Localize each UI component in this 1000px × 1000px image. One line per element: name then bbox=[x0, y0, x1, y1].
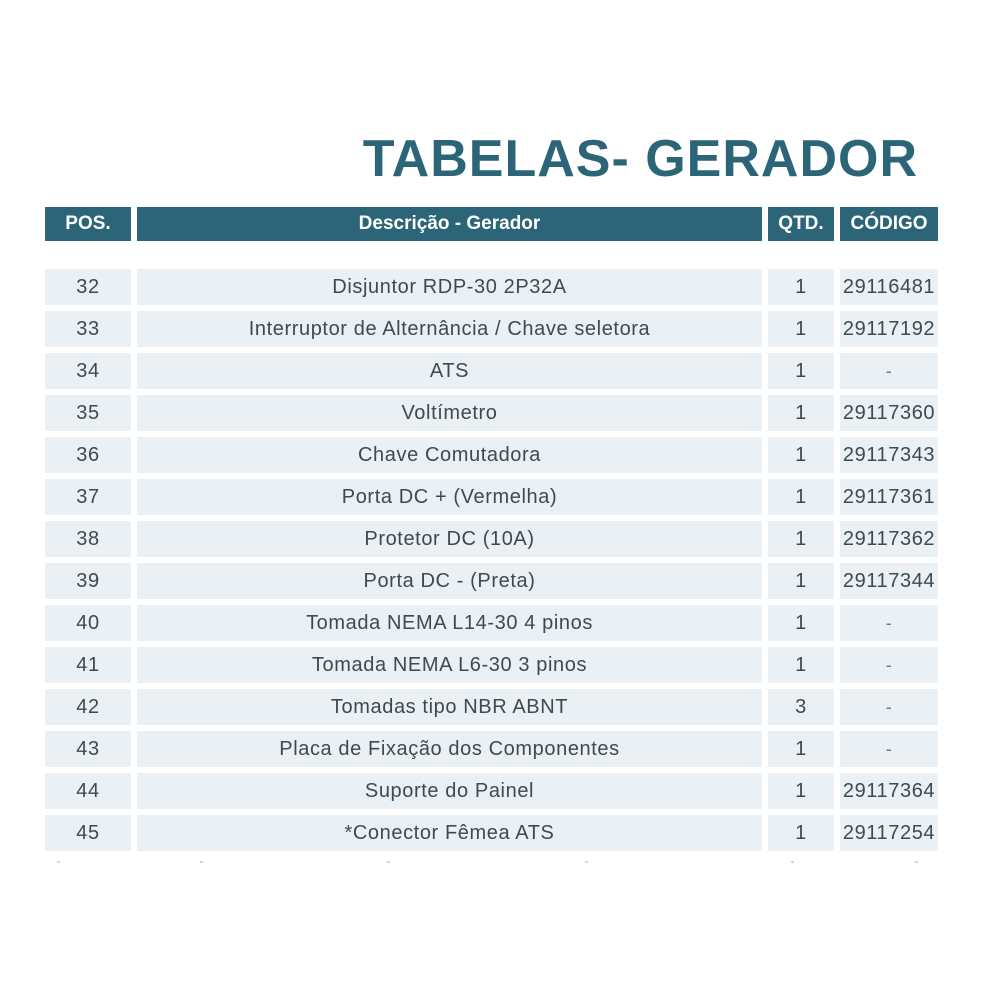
table-row bbox=[45, 815, 938, 851]
cell-description: Tomadas tipo NBR ABNT bbox=[137, 689, 762, 725]
cell-pos: 35 bbox=[45, 395, 131, 431]
cell-description: Disjuntor RDP-30 2P32A bbox=[137, 269, 762, 305]
cell-qtd: 1 bbox=[768, 311, 834, 347]
cell-pos: 40 bbox=[45, 605, 131, 641]
table-row bbox=[45, 479, 938, 515]
cell-code: - bbox=[840, 731, 938, 767]
cell-qtd: 1 bbox=[768, 437, 834, 473]
table-row bbox=[45, 563, 938, 599]
cell-code: 29117360 bbox=[840, 395, 938, 431]
header-pos: POS. bbox=[45, 207, 131, 241]
footer-divider bbox=[45, 861, 938, 864]
table-row bbox=[45, 605, 938, 641]
cell-qtd: 1 bbox=[768, 269, 834, 305]
cell-description: Tomada NEMA L6-30 3 pinos bbox=[137, 647, 762, 683]
table-row bbox=[45, 269, 938, 305]
cell-code: 29117362 bbox=[840, 521, 938, 557]
cell-description: Protetor DC (10A) bbox=[137, 521, 762, 557]
table-body bbox=[45, 269, 938, 857]
cell-qtd: 1 bbox=[768, 395, 834, 431]
cell-description: Suporte do Painel bbox=[137, 773, 762, 809]
table-row bbox=[45, 311, 938, 347]
header-description: Descrição - Gerador bbox=[137, 207, 762, 241]
table-row bbox=[45, 353, 938, 389]
cell-qtd: 3 bbox=[768, 689, 834, 725]
cell-qtd: 1 bbox=[768, 521, 834, 557]
cell-description: Chave Comutadora bbox=[137, 437, 762, 473]
header-code: CÓDIGO bbox=[840, 207, 938, 241]
cell-qtd: 1 bbox=[768, 563, 834, 599]
cell-qtd: 1 bbox=[768, 353, 834, 389]
table-row bbox=[45, 689, 938, 725]
cell-description: Porta DC - (Preta) bbox=[137, 563, 762, 599]
table-row bbox=[45, 773, 938, 809]
cell-qtd: 1 bbox=[768, 479, 834, 515]
cell-description: Porta DC + (Vermelha) bbox=[137, 479, 762, 515]
cell-description: Interruptor de Alternância / Chave seletora bbox=[137, 311, 762, 347]
cell-pos: 41 bbox=[45, 647, 131, 683]
cell-code: - bbox=[840, 647, 938, 683]
cell-code: 29117343 bbox=[840, 437, 938, 473]
cell-qtd: 1 bbox=[768, 647, 834, 683]
cell-pos: 33 bbox=[45, 311, 131, 347]
cell-pos: 38 bbox=[45, 521, 131, 557]
cell-description: ATS bbox=[137, 353, 762, 389]
cell-code: - bbox=[840, 605, 938, 641]
cell-code: 29117254 bbox=[840, 815, 938, 851]
table-row bbox=[45, 647, 938, 683]
cell-pos: 34 bbox=[45, 353, 131, 389]
cell-pos: 37 bbox=[45, 479, 131, 515]
cell-qtd: 1 bbox=[768, 605, 834, 641]
cell-pos: 36 bbox=[45, 437, 131, 473]
cell-description: *Conector Fêmea ATS bbox=[137, 815, 762, 851]
cell-pos: 45 bbox=[45, 815, 131, 851]
cell-pos: 44 bbox=[45, 773, 131, 809]
cell-code: 29117344 bbox=[840, 563, 938, 599]
table-header bbox=[45, 207, 938, 241]
table-row bbox=[45, 521, 938, 557]
table-row bbox=[45, 437, 938, 473]
cell-pos: 42 bbox=[45, 689, 131, 725]
cell-code: 29116481 bbox=[840, 269, 938, 305]
page-title: TABELAS- GERADOR bbox=[362, 130, 918, 188]
table-row bbox=[45, 731, 938, 767]
cell-pos: 39 bbox=[45, 563, 131, 599]
cell-code: - bbox=[840, 689, 938, 725]
cell-qtd: 1 bbox=[768, 731, 834, 767]
cell-code: - bbox=[840, 353, 938, 389]
cell-description: Tomada NEMA L14-30 4 pinos bbox=[137, 605, 762, 641]
cell-code: 29117192 bbox=[840, 311, 938, 347]
cell-pos: 32 bbox=[45, 269, 131, 305]
cell-qtd: 1 bbox=[768, 815, 834, 851]
table-header-row bbox=[45, 207, 938, 241]
table-row bbox=[45, 395, 938, 431]
cell-code: 29117364 bbox=[840, 773, 938, 809]
cell-code: 29117361 bbox=[840, 479, 938, 515]
cell-pos: 43 bbox=[45, 731, 131, 767]
cell-description: Placa de Fixação dos Componentes bbox=[137, 731, 762, 767]
cell-qtd: 1 bbox=[768, 773, 834, 809]
header-qtd: QTD. bbox=[768, 207, 834, 241]
cell-description: Voltímetro bbox=[137, 395, 762, 431]
